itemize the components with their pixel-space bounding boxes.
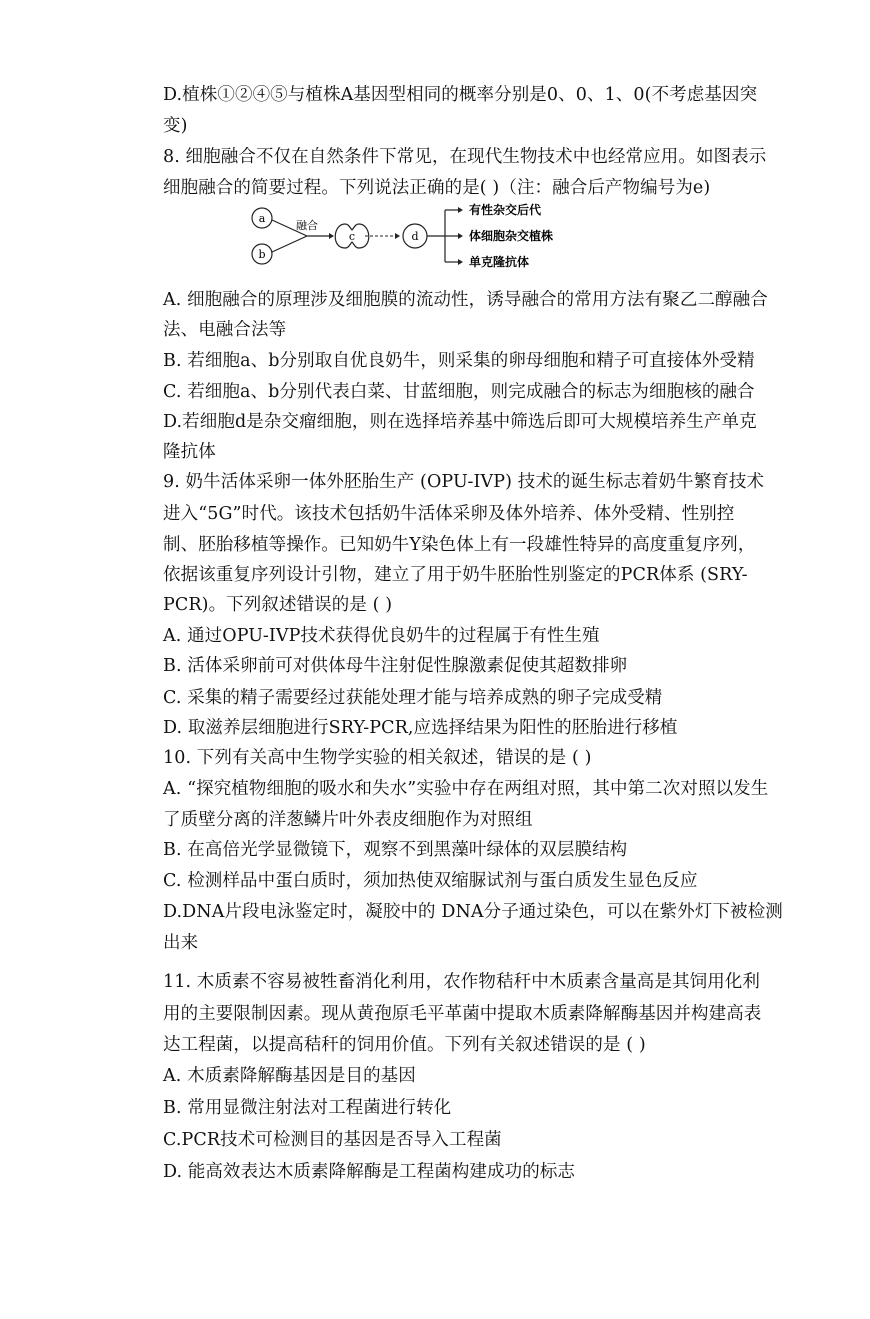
question-9-stem-line-5: PCR)。下列叙述错误的是 ( ) <box>163 595 393 615</box>
fusion-line-b <box>272 236 307 252</box>
q10-option-d-line-2: 出来 <box>163 933 199 953</box>
q8-option-a-line-1: A. 细胞融合的原理涉及细胞膜的流动性，诱导融合的常用方法有聚乙二醇融合 <box>163 290 768 310</box>
dashed-arrowhead <box>395 233 400 239</box>
fusion-arrowhead <box>329 233 334 239</box>
q9-option-d: D. 取滋养层细胞进行SRY-PCR,应选择结果为阳性的胚胎进行移植 <box>163 718 678 738</box>
branch-1-arrowhead <box>458 207 463 213</box>
cell-b-label: b <box>258 248 266 261</box>
question-9-stem-line-3: 制、胚胎移植等操作。已知奶牛Y染色体上有一段雄性特异的高度重复序列， <box>163 535 756 555</box>
q11-option-b: B. 常用显微注射法对工程菌进行转化 <box>163 1098 452 1118</box>
q11-option-a: A. 木质素降解酶基因是目的基因 <box>163 1066 416 1086</box>
cell-fusion-diagram <box>245 202 595 274</box>
question-10-stem: 10. 下列有关高中生物学实验的相关叙述，错误的是 ( ) <box>163 748 592 768</box>
outcome-monoclonal-antibody-label: 单克隆抗体 <box>469 255 530 269</box>
question-11-stem-line-3: 达工程菌，以提高秸秆的饲用价值。下列有关叙述错误的是 ( ) <box>163 1035 646 1055</box>
q11-option-c: C.PCR技术可检测目的基因是否导入工程菌 <box>163 1130 502 1150</box>
q9-option-a: A. 通过OPU-IVP技术获得优良奶牛的过程属于有性生殖 <box>163 626 600 646</box>
q8-option-a-line-2: 法、电融合法等 <box>163 320 287 340</box>
q7-option-d-line-1: D.植株①②④⑤与植株A基因型相同的概率分别是0、0、1、0(不考虑基因突 <box>163 85 758 105</box>
branch-2-arrowhead <box>458 233 463 239</box>
q8-option-d-line-1: D.若细胞d是杂交瘤细胞，则在选择培养基中筛选后即可大规模培养生产单克 <box>163 412 757 432</box>
question-9-stem-line-4: 依据该重复序列设计引物，建立了用于奶牛胚胎性别鉴定的PCR体系 (SRY- <box>163 565 748 585</box>
cell-c-label: c <box>348 230 356 243</box>
outcome-somatic-hybrid-label: 体细胞杂交植株 <box>469 229 554 243</box>
cell-a-label: a <box>258 212 266 225</box>
fusion-label: 融合 <box>296 219 318 232</box>
q8-option-b: B. 若细胞a、b分别取自优良奶牛，则采集的卵母细胞和精子可直接体外受精 <box>163 351 755 371</box>
q10-option-a-line-1: A. “探究植物细胞的吸水和失水”实验中存在两组对照，其中第二次对照以发生 <box>163 779 769 799</box>
question-9-stem-line-1: 9. 奶牛活体采卵一体外胚胎生产 (OPU-IVP) 技术的诞生标志着奶牛繁育技术 <box>163 472 765 492</box>
outcome-sexual-hybrid-label: 有性杂交后代 <box>469 203 542 217</box>
q8-option-d-line-2: 隆抗体 <box>163 442 216 462</box>
q11-option-d: D. 能高效表达木质素降解酶是工程菌构建成功的标志 <box>163 1162 576 1182</box>
question-9-stem-line-2: 进入“5G”时代。该技术包括奶牛活体采卵及体外培养、体外受精、性别控 <box>163 504 735 524</box>
q10-option-b: B. 在高倍光学显微镜下，观察不到黑藻叶绿体的双层膜结构 <box>163 840 628 860</box>
question-11-stem-line-1: 11. 木质素不容易被牲畜消化利用，农作物秸秆中木质素含量高是其饲用化利 <box>163 972 760 992</box>
q10-option-a-line-2: 了质壁分离的洋葱鳞片叶外表皮细胞作为对照组 <box>163 810 533 830</box>
branch-3-arrowhead <box>458 259 463 265</box>
q9-option-c: C. 采集的精子需要经过获能处理才能与培养成熟的卵子完成受精 <box>163 688 663 708</box>
q9-option-b: B. 活体采卵前可对供体母牛注射促性腺激素促使其超数排卵 <box>163 656 628 676</box>
q8-option-c: C. 若细胞a、b分别代表白菜、甘蓝细胞，则完成融合的标志为细胞核的融合 <box>163 382 755 402</box>
cell-d-label: d <box>411 230 419 243</box>
q10-option-c: C. 检测样品中蛋白质时，须加热使双缩脲试剂与蛋白质发生显色反应 <box>163 871 698 891</box>
q10-option-d-line-1: D.DNA片段电泳鉴定时，凝胶中的 DNA分子通过染色，可以在紫外灯下被检测 <box>163 902 783 922</box>
q7-option-d-line-2: 变) <box>163 116 188 136</box>
question-11-stem-line-2: 用的主要限制因素。现从黄孢原毛平革菌中提取木质素降解酶基因并构建高表 <box>163 1004 762 1024</box>
question-8-stem-line-2: 细胞融合的简要过程。下列说法正确的是( )（注：融合后产物编号为e) <box>163 178 711 198</box>
question-8-stem-line-1: 8. 细胞融合不仅在自然条件下常见，在现代生物技术中也经常应用。如图表示 <box>163 147 767 167</box>
